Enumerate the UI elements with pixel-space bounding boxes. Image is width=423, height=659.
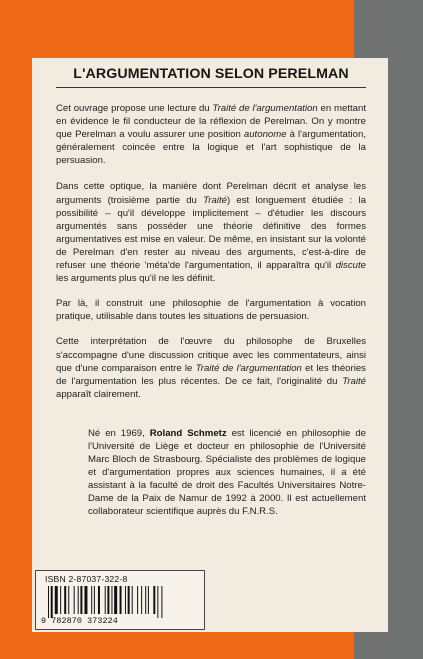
barcode-bar bbox=[48, 586, 49, 618]
text-run: est licencié en philosophie de l'Université de Liège et docteur en philosophie de l'Université Marc Bloch de Strasbourg. Spécialiste des problèmes de logique et d'argumentation propres aux sciences humaines, il a été assistant à la faculté de droit des Facultés Universitaires Notre-Dame de la Paix de Namur de 1992 à 2000. Il est actuellement collaborateur scientifique auprès du F.N.R.S. bbox=[88, 427, 366, 518]
blurb-paragraph bbox=[56, 102, 366, 167]
text-run: à l'argumentation, généralement coincée entre la logique et l'art sophistique de la persuasion. bbox=[56, 129, 366, 167]
text-run: et les théories de l'argumentation les plus récentes. De ce fait, l'originalité du bbox=[56, 362, 366, 387]
italic-text: Traité bbox=[342, 375, 366, 387]
text-run: apparaît clairement. bbox=[56, 388, 141, 400]
barcode-bar bbox=[128, 586, 130, 614]
barcode-bar bbox=[107, 586, 109, 614]
barcode-bar bbox=[125, 586, 126, 614]
text-run: Cet ouvrage propose une lecture du bbox=[56, 103, 213, 114]
author-name: Roland Schmetz bbox=[149, 427, 227, 439]
barcode-icon bbox=[48, 586, 196, 618]
text-run: Cette interprétation de l'œuvre du philosophe de Bruxelles s'accompagne d'une discussion critique avec les commentateurs, ainsi que d'une comparaison entre le bbox=[56, 336, 366, 374]
text-run: Né en 1969, bbox=[88, 427, 150, 439]
barcode-bar bbox=[55, 586, 58, 614]
ean-digits: 9 782870 373224 bbox=[41, 616, 118, 626]
barcode-bar bbox=[98, 586, 100, 614]
barcode-bar bbox=[141, 586, 142, 614]
author-bio bbox=[88, 427, 366, 519]
barcode-bar bbox=[51, 586, 53, 618]
text-run: en mettant en évidence le fil conducteur de la réflexion de Perelman. On y montre que Perelman a voulu assurer une position bbox=[56, 103, 366, 141]
back-cover-panel bbox=[32, 58, 388, 632]
barcode-bar bbox=[157, 586, 158, 618]
barcode-bar bbox=[80, 586, 82, 614]
italic-text: Traité de l'argumentation bbox=[195, 362, 302, 374]
text-run: Par là, il construit une philosophie de l'argumentation à vocation pratique, utilisable dans toutes les situations de persuasion. bbox=[56, 298, 366, 323]
italic-text: Traité de l'argumentation bbox=[212, 103, 318, 114]
isbn-label: ISBN 2-87037-322-8 bbox=[45, 574, 128, 584]
barcode-bar bbox=[60, 586, 61, 614]
barcode-bar bbox=[145, 586, 146, 614]
barcode-bar bbox=[120, 586, 122, 614]
text-run: ) est longuement étudiée : la possibilité – qu'il développe implicitement – d'étudier les discours argumentés sans posséder une théorie définitive des formes argumentatives est mise en valeur. De même, en insistant sur la volonté de Perelman d'en rester au niveau des arguments, c'est-à-dire de refuser une théorie 'méta'de l'argumentation, il apparaîtra qu'il bbox=[56, 194, 366, 272]
barcode-bar bbox=[153, 586, 155, 614]
text-run: Dans cette optique, la manière dont Perelman décrit et analyse les arguments (troisième partie du bbox=[56, 181, 366, 206]
blurb-paragraph bbox=[56, 297, 366, 323]
barcode-bar bbox=[74, 586, 75, 614]
barcode-bar bbox=[148, 586, 149, 614]
barcode-bar bbox=[111, 586, 112, 614]
barcode-bar bbox=[84, 586, 87, 614]
barcode-bar bbox=[91, 586, 92, 614]
text-run: les arguments plus qu'il ne les définit. bbox=[56, 273, 216, 285]
barcode-bar bbox=[161, 586, 162, 618]
barcode-bar bbox=[137, 586, 138, 614]
barcode-bar bbox=[105, 586, 106, 614]
barcode-bar bbox=[94, 586, 95, 614]
title-rule bbox=[56, 87, 366, 88]
barcode-bar bbox=[132, 586, 133, 614]
barcode-bar bbox=[78, 586, 79, 614]
book-title: L'ARGUMENTATION SELON PERELMAN bbox=[73, 66, 349, 82]
isbn-barcode-block bbox=[35, 570, 205, 630]
barcode-bar bbox=[64, 586, 66, 614]
italic-text: Traité bbox=[203, 194, 227, 206]
barcode-bar bbox=[114, 586, 117, 614]
blurb-paragraph bbox=[56, 335, 366, 400]
barcode-bar bbox=[68, 586, 69, 614]
italic-text: autonome bbox=[243, 129, 287, 141]
italic-text: discute bbox=[335, 260, 366, 272]
blurb-paragraph bbox=[56, 180, 366, 285]
